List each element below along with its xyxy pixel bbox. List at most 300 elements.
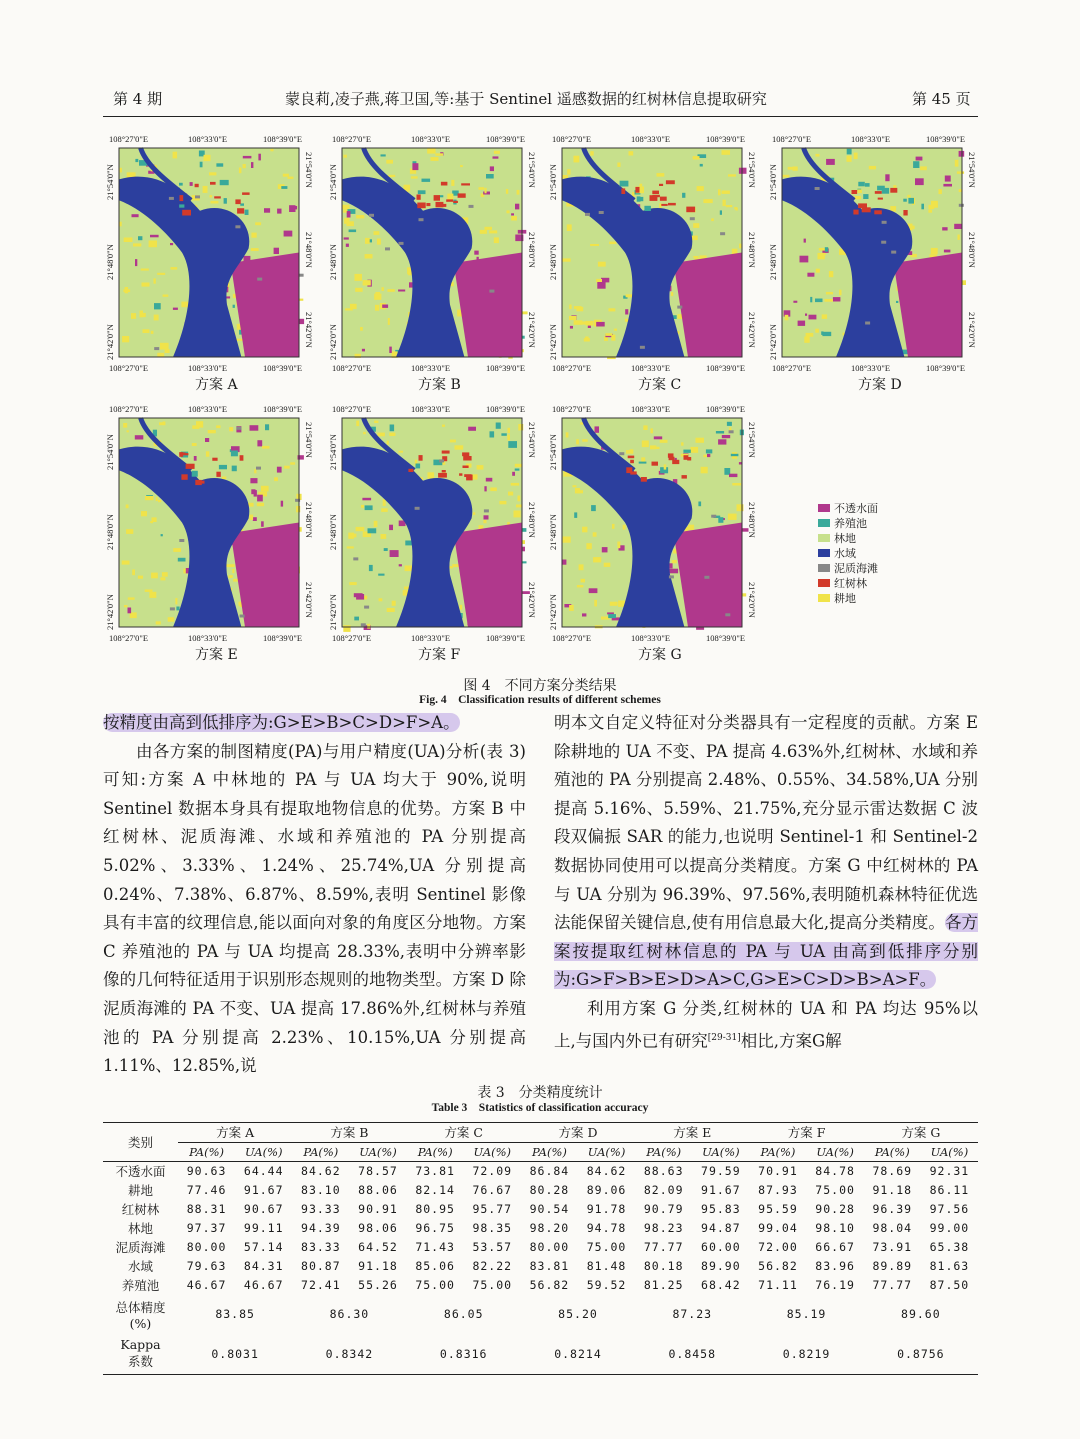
legend-swatch bbox=[818, 504, 830, 512]
scheme-header: 方案 C bbox=[407, 1123, 521, 1142]
table-cell: 81.63 bbox=[929, 1258, 970, 1273]
latitude-tick: 21°42'0"N bbox=[967, 312, 977, 348]
table-cell: 89.90 bbox=[701, 1258, 741, 1273]
table-cell: 90.54 bbox=[529, 1201, 570, 1216]
scheme-header: 方案 B bbox=[292, 1123, 406, 1142]
table-cell: 82.14 bbox=[415, 1182, 455, 1197]
latitude-tick: 21°54'0"N bbox=[328, 434, 338, 470]
table-cell: 87.50 bbox=[929, 1277, 970, 1292]
latitude-tick: 21°48'0"N bbox=[304, 232, 314, 268]
latitude-tick: 21°42'0"N bbox=[304, 312, 314, 348]
paragraph bbox=[554, 709, 978, 995]
table-cell: 66.67 bbox=[815, 1239, 855, 1254]
table-cell: 76.67 bbox=[472, 1182, 513, 1197]
table-cell: 84.62 bbox=[301, 1163, 341, 1178]
table-cell: 96.39 bbox=[872, 1201, 913, 1216]
table-cell: 96.75 bbox=[415, 1220, 455, 1235]
table-cell: 0.8316 bbox=[407, 1334, 521, 1374]
table-cell: 60.00 bbox=[701, 1239, 741, 1254]
longitude-tick: 108°27'0"E bbox=[332, 134, 372, 144]
table-cell: 90.91 bbox=[358, 1201, 398, 1216]
ua-header: UA(%) bbox=[921, 1142, 978, 1161]
paragraph-text: 明本文自定义特征对分类器具有一定程度的贡献。方案 E 除耕地的 UA 不变、PA 提高 4.63%外,红树林、水域和养殖池的 PA 分别提高 2.48%、0.55%、34.58%,UA 分别提高 5.16%、5.59%、21.75%,充分显示雷达数据 C 波段双偏振 SAR 的能力,也说明 Sentinel-1 和 Sentinel-2 数据协同使用可以提高分类精度。方案 G 中红树林的 PA 与 UA 分别为 96.39%、97.56%,表明随机森林特征优选法能保留关键信息,使有用信息最大化,提高分类精度。 bbox=[554, 713, 978, 933]
table-cell: 94.39 bbox=[301, 1220, 341, 1235]
row-label: 林地 bbox=[127, 1220, 153, 1236]
table-cell: 82.09 bbox=[643, 1182, 684, 1197]
table-cell: 53.57 bbox=[472, 1239, 513, 1254]
table-cell: 70.91 bbox=[758, 1163, 798, 1178]
table-cell: 56.82 bbox=[529, 1277, 570, 1292]
legend-label: 林地 bbox=[834, 531, 856, 545]
longitude-tick: 108°39'0"E bbox=[486, 404, 526, 414]
table-cell: 77.77 bbox=[872, 1277, 913, 1292]
highlight-ranking: 按精度由高到低排序为:G>E>B>C>D>F>A。 bbox=[103, 713, 460, 732]
table-cell: 98.35 bbox=[472, 1220, 513, 1235]
map-legend bbox=[818, 500, 878, 605]
table-cell: 80.95 bbox=[415, 1201, 455, 1216]
legend-item bbox=[818, 560, 878, 575]
table-cell: 88.31 bbox=[186, 1201, 227, 1216]
table-cell: 57.14 bbox=[243, 1239, 284, 1254]
map-panel-g bbox=[546, 400, 760, 663]
legend-label: 水域 bbox=[834, 546, 856, 560]
table-cell: 90.67 bbox=[243, 1201, 284, 1216]
table-cell: 95.77 bbox=[472, 1201, 513, 1216]
longitude-tick: 108°33'0"E bbox=[411, 404, 451, 414]
table-cell: 88.63 bbox=[643, 1163, 684, 1178]
table-cell: 59.52 bbox=[586, 1277, 627, 1292]
scheme-header: 方案 A bbox=[178, 1123, 292, 1142]
longitude-tick: 108°27'0"E bbox=[552, 633, 592, 643]
map-label: 方案 C bbox=[638, 377, 682, 393]
paragraph bbox=[103, 709, 526, 738]
legend-label: 养殖池 bbox=[834, 516, 867, 530]
table-row bbox=[103, 1218, 978, 1237]
latitude-tick: 21°54'0"N bbox=[967, 152, 977, 188]
classification-map bbox=[546, 400, 760, 655]
latitude-tick: 21°42'0"N bbox=[527, 312, 537, 348]
map-panel-f bbox=[326, 400, 540, 663]
table-cell: 79.59 bbox=[701, 1163, 741, 1178]
table-cell: 99.04 bbox=[758, 1220, 798, 1235]
issue-number: 第 4 期 bbox=[113, 90, 163, 108]
ua-header: UA(%) bbox=[464, 1142, 521, 1161]
pa-header: PA(%) bbox=[635, 1142, 692, 1161]
table-caption-en: Table 3 Statistics of classification accuracy bbox=[431, 1102, 649, 1114]
table-row bbox=[103, 1334, 978, 1374]
row-label: 不透水面 bbox=[115, 1163, 166, 1179]
table-cell: 83.81 bbox=[529, 1258, 570, 1273]
page-number: 第 45 页 bbox=[912, 90, 971, 108]
table-cell: 91.18 bbox=[872, 1182, 913, 1197]
table-cell: 97.56 bbox=[929, 1201, 970, 1216]
table-cell: 86.30 bbox=[329, 1307, 370, 1321]
table-cell: 72.41 bbox=[301, 1277, 341, 1292]
table-cell: 86.84 bbox=[529, 1163, 570, 1178]
table-cell: 75.00 bbox=[586, 1239, 627, 1254]
table-cell: 68.42 bbox=[701, 1277, 741, 1292]
latitude-tick: 21°42'0"N bbox=[548, 594, 558, 630]
row-label bbox=[103, 1294, 178, 1334]
longitude-tick: 108°33'0"E bbox=[631, 363, 671, 373]
longitude-tick: 108°39'0"E bbox=[486, 633, 526, 643]
longitude-tick: 108°39'0"E bbox=[706, 633, 746, 643]
table-cell: 98.23 bbox=[643, 1220, 684, 1235]
latitude-tick: 21°54'0"N bbox=[768, 164, 778, 200]
scheme-header: 方案 F bbox=[749, 1123, 863, 1142]
longitude-tick: 108°39'0"E bbox=[263, 363, 303, 373]
longitude-tick: 108°33'0"E bbox=[188, 134, 228, 144]
legend-swatch bbox=[818, 549, 830, 557]
figure-caption-en: Fig. 4 Classification results of different schemes bbox=[419, 694, 661, 706]
table-header-row bbox=[103, 1123, 978, 1142]
scheme-header: 方案 D bbox=[521, 1123, 635, 1142]
latitude-tick: 21°48'0"N bbox=[747, 232, 757, 268]
latitude-tick: 21°48'0"N bbox=[328, 244, 338, 280]
table-header-row bbox=[103, 1142, 978, 1161]
table-cell: 91.78 bbox=[586, 1201, 627, 1216]
legend-label: 耕地 bbox=[834, 591, 856, 605]
table-cell: 75.00 bbox=[415, 1277, 455, 1292]
map-panel-e bbox=[103, 400, 317, 663]
latitude-tick: 21°54'0"N bbox=[105, 434, 115, 470]
longitude-tick: 108°27'0"E bbox=[332, 633, 372, 643]
table-cell: 73.81 bbox=[415, 1163, 455, 1178]
classification-map bbox=[103, 400, 317, 655]
table-cell: 0.8214 bbox=[521, 1334, 635, 1374]
table-cell: 95.59 bbox=[758, 1201, 798, 1216]
longitude-tick: 108°39'0"E bbox=[486, 134, 526, 144]
table-cell: 80.87 bbox=[301, 1258, 341, 1273]
table-cell: 83.33 bbox=[301, 1239, 341, 1254]
table-cell: 91.67 bbox=[701, 1182, 741, 1197]
column-header: 类别 bbox=[103, 1123, 178, 1161]
row-label: 养殖池 bbox=[121, 1277, 160, 1293]
latitude-tick: 21°54'0"N bbox=[304, 152, 314, 188]
table-row bbox=[103, 1199, 978, 1218]
latitude-tick: 21°42'0"N bbox=[747, 312, 757, 348]
map-label: 方案 E bbox=[195, 647, 238, 663]
latitude-tick: 21°48'0"N bbox=[105, 514, 115, 550]
latitude-tick: 21°48'0"N bbox=[527, 232, 537, 268]
table-cell: 0.8342 bbox=[292, 1334, 406, 1374]
classification-map bbox=[103, 130, 317, 385]
longitude-tick: 108°27'0"E bbox=[109, 404, 149, 414]
table-cell: 94.78 bbox=[586, 1220, 627, 1235]
table-cell: 0.8219 bbox=[749, 1334, 863, 1374]
table-cell: 75.00 bbox=[472, 1277, 513, 1292]
table-cell: 78.69 bbox=[872, 1163, 913, 1178]
table-cell: 81.25 bbox=[643, 1277, 684, 1292]
longitude-tick: 108°39'0"E bbox=[263, 633, 303, 643]
paragraph-text: 相比,方案G解 bbox=[740, 1031, 842, 1051]
table-cell: 85.06 bbox=[415, 1258, 455, 1273]
latitude-tick: 21°42'0"N bbox=[105, 594, 115, 630]
latitude-tick: 21°48'0"N bbox=[527, 502, 537, 538]
longitude-tick: 108°39'0"E bbox=[706, 363, 746, 373]
table-cell: 82.22 bbox=[472, 1258, 513, 1273]
longitude-tick: 108°27'0"E bbox=[109, 134, 149, 144]
map-label: 方案 B bbox=[418, 377, 461, 393]
table-cell: 94.87 bbox=[701, 1220, 741, 1235]
ua-header: UA(%) bbox=[692, 1142, 749, 1161]
latitude-tick: 21°48'0"N bbox=[967, 232, 977, 268]
table-cell: 98.20 bbox=[529, 1220, 570, 1235]
legend-item bbox=[818, 545, 878, 560]
pa-header: PA(%) bbox=[178, 1142, 235, 1161]
table-cell: 84.78 bbox=[815, 1163, 855, 1178]
table-cell: 75.00 bbox=[815, 1182, 855, 1197]
table-cell: 46.67 bbox=[186, 1277, 227, 1292]
classification-map bbox=[326, 130, 540, 385]
table-cell: 71.11 bbox=[758, 1277, 798, 1292]
table-cell: 64.52 bbox=[358, 1239, 398, 1254]
table-cell: 80.00 bbox=[186, 1239, 227, 1254]
table-cell: 91.18 bbox=[358, 1258, 398, 1273]
longitude-tick: 108°33'0"E bbox=[631, 633, 671, 643]
legend-label: 不透水面 bbox=[834, 501, 878, 515]
citation: [29-31] bbox=[707, 1032, 741, 1043]
row-label: 耕地 bbox=[127, 1182, 153, 1198]
table-cell: 90.28 bbox=[815, 1201, 855, 1216]
row-label bbox=[103, 1334, 178, 1374]
table-cell: 76.19 bbox=[815, 1277, 855, 1292]
legend-label: 红树林 bbox=[834, 576, 867, 590]
row-label-line: Kappa bbox=[120, 1337, 161, 1353]
table-cell: 80.18 bbox=[643, 1258, 684, 1273]
pa-header: PA(%) bbox=[292, 1142, 349, 1161]
table-cell: 87.23 bbox=[672, 1307, 713, 1321]
text-column-left bbox=[103, 709, 526, 1081]
latitude-tick: 21°48'0"N bbox=[548, 514, 558, 550]
legend-item bbox=[818, 530, 878, 545]
longitude-tick: 108°33'0"E bbox=[188, 633, 228, 643]
legend-item bbox=[818, 575, 878, 590]
table-cell: 85.20 bbox=[558, 1307, 598, 1321]
pa-header: PA(%) bbox=[521, 1142, 578, 1161]
table-cell: 73.91 bbox=[872, 1239, 913, 1254]
scheme-header: 方案 E bbox=[635, 1123, 749, 1142]
row-label: 泥质海滩 bbox=[115, 1239, 166, 1255]
longitude-tick: 108°39'0"E bbox=[926, 363, 966, 373]
text-column-right bbox=[554, 709, 978, 1056]
table-cell: 55.26 bbox=[358, 1277, 398, 1292]
map-label: 方案 D bbox=[858, 377, 902, 393]
table-cell: 87.93 bbox=[758, 1182, 798, 1197]
table-cell: 86.11 bbox=[929, 1182, 970, 1197]
table-cell: 84.62 bbox=[586, 1163, 627, 1178]
table-cell: 72.00 bbox=[758, 1239, 798, 1254]
table-cell: 0.8756 bbox=[864, 1334, 978, 1374]
longitude-tick: 108°27'0"E bbox=[552, 363, 592, 373]
table-row bbox=[103, 1180, 978, 1199]
latitude-tick: 21°42'0"N bbox=[548, 324, 558, 360]
paragraph bbox=[554, 995, 978, 1056]
latitude-tick: 21°54'0"N bbox=[304, 422, 314, 458]
ua-header: UA(%) bbox=[349, 1142, 406, 1161]
longitude-tick: 108°39'0"E bbox=[486, 363, 526, 373]
table-cell: 0.8458 bbox=[635, 1334, 749, 1374]
longitude-tick: 108°33'0"E bbox=[411, 134, 451, 144]
table-cell: 78.57 bbox=[358, 1163, 398, 1178]
table-cell: 90.63 bbox=[186, 1163, 227, 1178]
table-cell: 98.06 bbox=[358, 1220, 398, 1235]
longitude-tick: 108°39'0"E bbox=[706, 404, 746, 414]
table-cell: 71.43 bbox=[415, 1239, 455, 1254]
longitude-tick: 108°27'0"E bbox=[332, 363, 372, 373]
row-label: 水域 bbox=[127, 1258, 153, 1274]
map-panel-d bbox=[766, 130, 980, 393]
classification-map bbox=[546, 130, 760, 385]
classification-map bbox=[326, 400, 540, 655]
legend-swatch bbox=[818, 564, 830, 572]
latitude-tick: 21°42'0"N bbox=[105, 324, 115, 360]
longitude-tick: 108°33'0"E bbox=[188, 363, 228, 373]
classification-map bbox=[766, 130, 980, 385]
table-cell: 95.83 bbox=[701, 1201, 741, 1216]
longitude-tick: 108°27'0"E bbox=[109, 633, 149, 643]
table-cell: 80.00 bbox=[529, 1239, 570, 1254]
legend-swatch bbox=[818, 594, 830, 602]
table-cell: 64.44 bbox=[243, 1163, 284, 1178]
longitude-tick: 108°27'0"E bbox=[772, 363, 812, 373]
latitude-tick: 21°54'0"N bbox=[328, 164, 338, 200]
latitude-tick: 21°54'0"N bbox=[747, 152, 757, 188]
paragraph: 由各方案的制图精度(PA)与用户精度(UA)分析(表 3)可知:方案 A 中林地的 PA 与 UA 均大于 90%,说明 Sentinel 数据本身具有提取地物信息的优势。方案 B 中红树林、泥质海滩、水域和养殖池的 PA 分别提高 5.02%、3.33%、1.24%、25.74%,UA 分别提高 0.24%、7.38%、6.87%、8.59%,表明 Sentinel 影像具有丰富的纹理信息,能以面向对象的角度区分地物。方案 C 养殖池的 PA 与 UA 均提高 28.33%,表明中分辨率影像的几何特征适用于识别形态规则的地物类型。方案 D 除泥质海滩的 PA 不变、UA 提高 17.86%外,红树林与养殖池的 PA 分别提高 2.23%、10.15%,UA 分别提高 1.11%、12.85%,说 bbox=[103, 741, 526, 1076]
latitude-tick: 21°42'0"N bbox=[768, 324, 778, 360]
map-panel-a bbox=[103, 130, 317, 393]
longitude-tick: 108°27'0"E bbox=[552, 134, 592, 144]
table-cell: 89.06 bbox=[586, 1182, 627, 1197]
map-panel-b bbox=[326, 130, 540, 393]
table-caption-cn: 表 3 分类精度统计 bbox=[477, 1085, 603, 1101]
latitude-tick: 21°54'0"N bbox=[527, 422, 537, 458]
row-label: 红树林 bbox=[121, 1201, 160, 1217]
table-cell: 97.37 bbox=[186, 1220, 227, 1235]
table-cell: 77.46 bbox=[186, 1182, 227, 1197]
table-cell: 91.67 bbox=[243, 1182, 284, 1197]
table-cell: 65.38 bbox=[929, 1239, 970, 1254]
table-row bbox=[103, 1237, 978, 1256]
pa-header: PA(%) bbox=[407, 1142, 464, 1161]
table-cell: 80.28 bbox=[529, 1182, 570, 1197]
longitude-tick: 108°33'0"E bbox=[631, 404, 671, 414]
table-cell: 83.85 bbox=[215, 1307, 255, 1321]
figure-caption-cn: 图 4 不同方案分类结果 bbox=[463, 678, 617, 694]
running-header bbox=[0, 88, 1080, 112]
accuracy-table bbox=[103, 1123, 978, 1375]
ua-header: UA(%) bbox=[578, 1142, 635, 1161]
latitude-tick: 21°48'0"N bbox=[548, 244, 558, 280]
table-cell: 86.05 bbox=[443, 1307, 484, 1321]
latitude-tick: 21°48'0"N bbox=[747, 502, 757, 538]
longitude-tick: 108°39'0"E bbox=[263, 404, 303, 414]
table-cell: 77.77 bbox=[643, 1239, 684, 1254]
table-row bbox=[103, 1161, 978, 1180]
map-label: 方案 A bbox=[195, 377, 238, 393]
latitude-tick: 21°42'0"N bbox=[304, 582, 314, 618]
row-label-line: (%) bbox=[129, 1315, 152, 1331]
table-cell: 0.8031 bbox=[178, 1334, 292, 1374]
table-cell: 89.60 bbox=[901, 1307, 941, 1321]
table-cell: 99.11 bbox=[243, 1220, 284, 1235]
map-label: 方案 F bbox=[418, 647, 461, 663]
table-cell: 98.10 bbox=[815, 1220, 855, 1235]
table-cell: 46.67 bbox=[243, 1277, 284, 1292]
legend-swatch bbox=[818, 519, 830, 527]
map-label: 方案 G bbox=[638, 647, 682, 663]
row-label-line: 总体精度 bbox=[115, 1299, 166, 1315]
table-cell: 99.00 bbox=[929, 1220, 970, 1235]
table-cell: 81.48 bbox=[586, 1258, 627, 1273]
table-row bbox=[103, 1275, 978, 1294]
legend-swatch bbox=[818, 534, 830, 542]
legend-item bbox=[818, 515, 878, 530]
longitude-tick: 108°39'0"E bbox=[706, 134, 746, 144]
table-row bbox=[103, 1294, 978, 1334]
legend-swatch bbox=[818, 579, 830, 587]
table-cell: 85.19 bbox=[786, 1307, 827, 1321]
longitude-tick: 108°27'0"E bbox=[552, 404, 592, 414]
table-cell: 89.89 bbox=[872, 1258, 913, 1273]
longitude-tick: 108°39'0"E bbox=[263, 134, 303, 144]
table-cell: 98.04 bbox=[872, 1220, 913, 1235]
ua-header: UA(%) bbox=[235, 1142, 292, 1161]
table-cell: 56.82 bbox=[758, 1258, 798, 1273]
scheme-header: 方案 G bbox=[864, 1123, 978, 1142]
latitude-tick: 21°54'0"N bbox=[548, 164, 558, 200]
legend-label: 泥质海滩 bbox=[834, 561, 878, 575]
longitude-tick: 108°27'0"E bbox=[772, 134, 812, 144]
longitude-tick: 108°39'0"E bbox=[926, 134, 966, 144]
latitude-tick: 21°54'0"N bbox=[105, 164, 115, 200]
table-cell: 84.31 bbox=[243, 1258, 284, 1273]
latitude-tick: 21°48'0"N bbox=[328, 514, 338, 550]
table-cell: 83.10 bbox=[301, 1182, 341, 1197]
longitude-tick: 108°27'0"E bbox=[109, 363, 149, 373]
latitude-tick: 21°54'0"N bbox=[747, 422, 757, 458]
table-cell: 92.31 bbox=[929, 1163, 970, 1178]
longitude-tick: 108°33'0"E bbox=[631, 134, 671, 144]
table-cell: 90.79 bbox=[643, 1201, 684, 1216]
latitude-tick: 21°42'0"N bbox=[527, 582, 537, 618]
row-label-line: 系数 bbox=[127, 1354, 153, 1370]
highlight-mangrove-ranking: 各方案按提取红树林信息的 PA 与 UA 由高到低排序分别为:G>F>B>E>D>A>C,G>E>C>D>B>A>F。 bbox=[554, 913, 978, 990]
latitude-tick: 21°42'0"N bbox=[328, 324, 338, 360]
table-cell: 79.63 bbox=[186, 1258, 227, 1273]
map-panel-c bbox=[546, 130, 760, 393]
latitude-tick: 21°42'0"N bbox=[328, 594, 338, 630]
latitude-tick: 21°48'0"N bbox=[105, 244, 115, 280]
running-title: 蒙良莉,凌子燕,蒋卫国,等:基于 Sentinel 遥感数据的红树林信息提取研究 bbox=[285, 90, 767, 108]
latitude-tick: 21°48'0"N bbox=[304, 502, 314, 538]
table-cell: 72.09 bbox=[472, 1163, 513, 1178]
latitude-tick: 21°54'0"N bbox=[527, 152, 537, 188]
longitude-tick: 108°33'0"E bbox=[411, 363, 451, 373]
pa-header: PA(%) bbox=[749, 1142, 806, 1161]
longitude-tick: 108°33'0"E bbox=[188, 404, 228, 414]
legend-item bbox=[818, 500, 878, 515]
ua-header: UA(%) bbox=[807, 1142, 864, 1161]
paragraph-text: 利用方案 G 分类,红树林的 UA 和 PA 均达 95%以上,与国内外已有研究 bbox=[554, 998, 978, 1051]
longitude-tick: 108°33'0"E bbox=[851, 134, 891, 144]
pa-header: PA(%) bbox=[864, 1142, 921, 1161]
longitude-tick: 108°27'0"E bbox=[332, 404, 372, 414]
latitude-tick: 21°48'0"N bbox=[768, 244, 778, 280]
table-cell: 83.96 bbox=[815, 1258, 855, 1273]
header-rule bbox=[103, 116, 978, 117]
table-cell: 88.06 bbox=[358, 1182, 398, 1197]
